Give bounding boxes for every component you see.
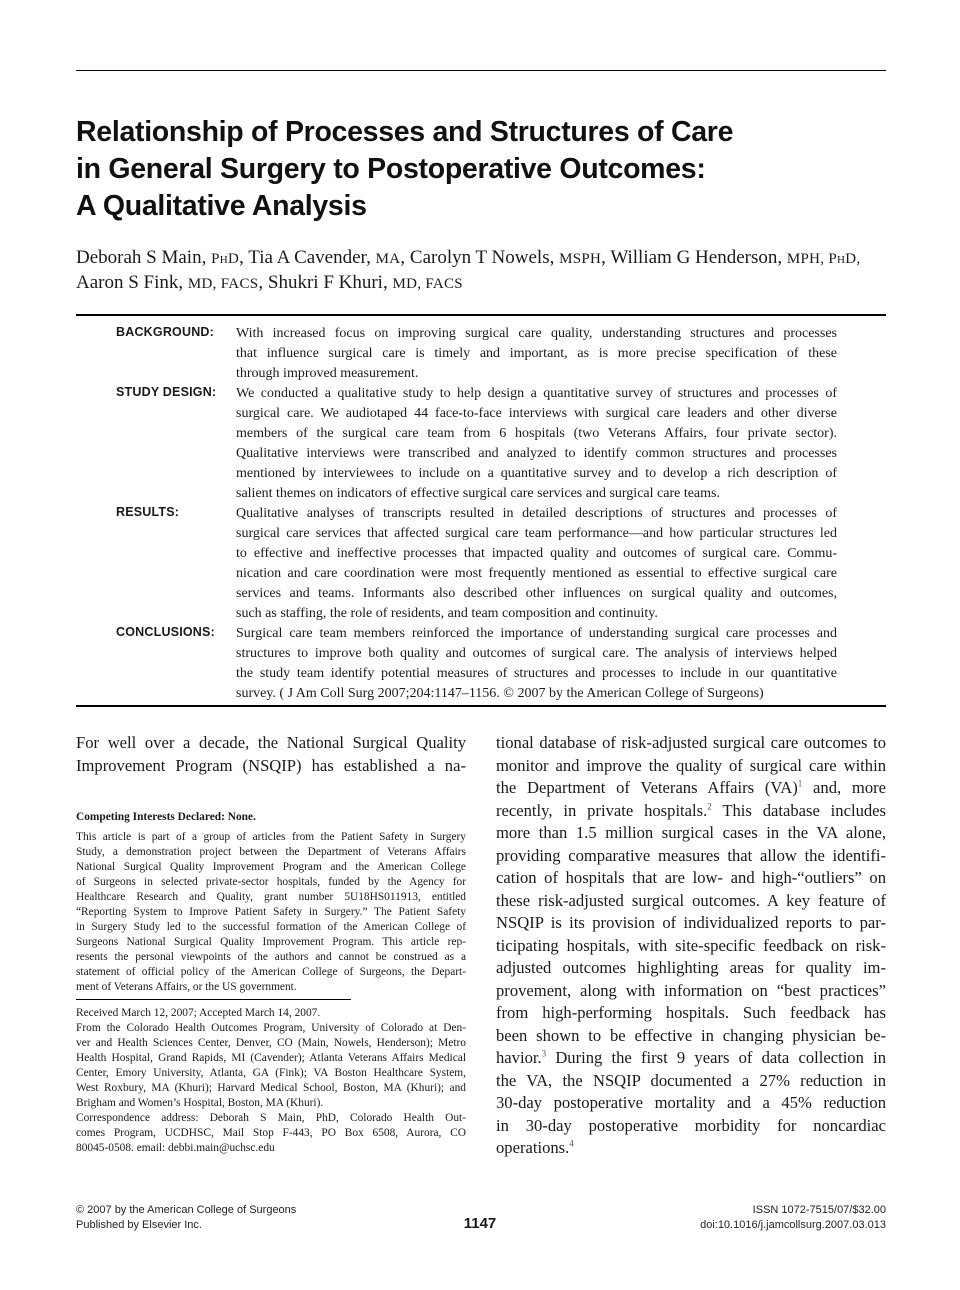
body-line: monitor and improve the quality of surgical care within — [496, 755, 886, 775]
doi-link[interactable]: doi:10.1016/j.jamcollsurg.2007.03.013 — [700, 1219, 886, 1231]
note-line: ver and Health Sciences Center, Denver, CO (Main, Nowels, Henderson); Metro — [76, 1037, 466, 1049]
body-line — [496, 777, 886, 800]
text-line: salient themes on indicators of effective surgical care services and surgical care teams. — [236, 486, 720, 501]
body-line: tional database of risk-adjusted surgical care outcomes to — [496, 733, 886, 752]
competing-interests-note — [76, 810, 466, 995]
body-line: provement, along with information on “best practices” — [496, 980, 886, 1000]
author-name: Aaron S Fink, — [76, 272, 184, 293]
body-line: Improvement Program (NSQIP) has established a na- — [76, 755, 466, 775]
title-line: Relationship of Processes and Structures of Care — [76, 116, 734, 148]
body-line — [496, 800, 886, 823]
footnote-rule — [76, 999, 351, 1000]
body-line: been shown to be effective in changing physician be- — [496, 1025, 886, 1045]
note-line: of Surgeons in selected private-sector hospitals, funded by the Agency for — [76, 876, 466, 888]
section-label: BACKGROUND: — [116, 325, 215, 339]
footer-copyright — [76, 1203, 296, 1233]
text-line: surgical care. We audiotaped 44 face-to-face interviews with surgical care leaders and other diverse — [236, 406, 837, 421]
body-left-column — [76, 732, 466, 777]
footer-line: © 2007 by the American College of Surgeons — [76, 1204, 297, 1216]
body-line: ticipating hospitals, with site-specific feedback on risk- — [496, 935, 886, 955]
text-line: members of the surgical care team from 6 hospitals (two Veterans Affairs, four private sector). — [236, 426, 837, 441]
text-line: We conducted a qualitative study to help design a quantitative survey of structures and processes of — [236, 386, 837, 401]
citation-ref[interactable]: 3 — [541, 1048, 547, 1059]
issn: ISSN 1072-7515/07/$32.00 — [752, 1204, 886, 1216]
text-line: Qualitative analyses of transcripts resulted in detailed descriptions of structures and processes of — [236, 506, 837, 521]
text-run: recently, in private hospitals. — [496, 800, 708, 820]
author-line: Aaron S Fink, MD, FACS, Shukri F Khuri, MD, FACS — [76, 272, 463, 293]
body-line: the VA, the NSQIP documented a 27% reduction in — [496, 1070, 886, 1090]
text-run: operations. — [496, 1138, 570, 1157]
citation-ref[interactable]: 1 — [797, 778, 803, 789]
note-line: ment of Veterans Affairs, or the US government. — [76, 981, 297, 993]
text-run: the Department of Veterans Affairs (VA) — [496, 778, 798, 797]
section-text — [236, 624, 837, 704]
author-list — [76, 246, 896, 296]
text-run: This database includes — [711, 800, 886, 820]
body-line: providing comparative measures that allow the identifi- — [496, 845, 886, 865]
author-degree: MA — [375, 251, 401, 267]
text-line: the study team identify potential measures of structures and processes to include in our quantitative — [236, 666, 837, 681]
text-line: With increased focus on improving surgical care quality, understanding structures and processes — [236, 326, 837, 341]
text-line: survey. ( J Am Coll Surg 2007;204:1147–1156. © 2007 by the American College of Surgeons) — [236, 686, 764, 701]
author-name: Shukri F Khuri, — [267, 272, 388, 293]
text-line: Surgical care team members reinforced the importance of understanding surgical care processes and — [236, 626, 837, 641]
author-name: William G Henderson, — [610, 247, 783, 268]
body-line: more than 1.5 million surgical cases in the VA alone, — [496, 823, 886, 842]
footer-line: Published by Elsevier Inc. — [76, 1219, 202, 1231]
text-line: that influence surgical care is timely and important, as is more precise specification of these — [236, 346, 837, 361]
note-line: Study, a demonstration project between the Department of Veterans Affairs — [76, 846, 466, 858]
note-line: Surgeons National Surgical Quality Improvement Program. This article rep- — [76, 936, 466, 948]
body-line: from high-performing hospitals. Such feedback has — [496, 1003, 886, 1022]
author-name: Deborah S Main, — [76, 247, 207, 268]
note-line: National Surgical Quality Improvement Program and the American College — [76, 861, 466, 873]
article-title — [76, 114, 866, 225]
note-line: Health Hospital, Grand Rapids, MI (Cavender); Atlanta Veterans Affairs Medical — [76, 1052, 466, 1064]
text-run: During the first 9 years of data collection in — [546, 1048, 886, 1067]
text-line: Qualitative interviews were transcribed and analyzed to identify common structures and processes — [236, 446, 837, 461]
text-line: surgical care services that affected surgical care team performance—and how particular structures led — [236, 526, 837, 541]
page-number: 1147 — [463, 1215, 497, 1232]
text-line: such as staffing, the role of residents, and team composition and continuity. — [236, 606, 658, 621]
note-line: Received March 12, 2007; Accepted March 14, 2007. — [76, 1007, 321, 1019]
footer-identifiers — [700, 1203, 886, 1233]
author-name: Tia A Cavender, — [248, 247, 371, 268]
note-line: statement of official policy of the American College of Surgeons, the Depart- — [76, 966, 466, 978]
top-rule — [76, 70, 886, 71]
note-line: This article is part of a group of articles from the Patient Safety in Surgery — [76, 831, 466, 843]
note-heading: Competing Interests Declared: None. — [76, 811, 256, 823]
body-line: NSQIP is its provision of individualized reports to par- — [496, 913, 886, 932]
article-info-note — [76, 1006, 466, 1156]
text-run: havior. — [496, 1048, 542, 1067]
note-line: comes Program, UCDHSC, Mail Stop F-443, PO Box 6508, Aurora, CO — [76, 1127, 466, 1139]
citation-ref[interactable]: 4 — [569, 1138, 574, 1149]
author-degree: MSPH — [559, 251, 602, 267]
text-line: through improved measurement. — [236, 366, 419, 381]
title-line: A Qualitative Analysis — [76, 190, 367, 222]
text-line: nication and care coordination were most frequently mentioned as essential to effective surgical care — [236, 566, 837, 581]
text-line: mentioned by interviewees to include on a quantitative survey and to develop a rich description of — [236, 466, 837, 481]
text-line: structures to improve both quality and outcomes of surgical care. The analysis of interviews helped — [236, 646, 837, 661]
body-line — [496, 1137, 886, 1160]
body-line: For well over a decade, the National Surgical Quality — [76, 733, 466, 752]
note-line: 80045-0508. email: debbi.main@uchsc.edu — [76, 1142, 275, 1154]
note-line: Correspondence address: Deborah S Main, PhD, Colorado Health Out- — [76, 1112, 466, 1124]
note-line: West Roxbury, MA (Khuri); Harvard Medical School, Boston, MA (Khuri); and — [76, 1082, 466, 1094]
citation-ref[interactable]: 2 — [707, 800, 712, 811]
body-line — [496, 1047, 886, 1070]
body-line: these risk-adjusted surgical outcomes. A key feature of — [496, 890, 886, 910]
body-line: adjusted outcomes highlighting areas for quality im- — [496, 958, 886, 977]
note-line: Center, Emory University, Atlanta, GA (Fink); VA Boston Healthcare System, — [76, 1067, 466, 1079]
structured-abstract — [76, 314, 886, 707]
section-text — [236, 384, 837, 504]
section-text — [236, 504, 837, 624]
author-degree: PhD — [211, 251, 240, 267]
note-line: From the Colorado Health Outcomes Program, University of Colorado at Den- — [76, 1022, 466, 1034]
author-name: Carolyn T Nowels, — [409, 247, 555, 268]
section-label: CONCLUSIONS: — [116, 625, 215, 639]
author-line: Deborah S Main, PhD, Tia A Cavender, MA, Carolyn T Nowels, MSPH, William G Henderson, MPH, PhD, — [76, 247, 861, 268]
note-line: Healthcare Research and Quality, grant number 5U18HS011913, entitled — [76, 891, 466, 903]
body-line: in 30-day postoperative morbidity for noncardiac — [496, 1115, 886, 1135]
body-right-column — [496, 732, 886, 1160]
text-run: and, more — [802, 778, 887, 797]
text-line: to effective and ineffective processes that impacted quality and outcomes of surgical care. Commu- — [236, 546, 837, 561]
author-degree: MPH, PhD, — [786, 251, 861, 267]
author-degree: MD, FACS — [187, 276, 259, 292]
section-label: RESULTS: — [116, 505, 180, 519]
note-line: resents the personal viewpoints of the authors and cannot be construed as a — [76, 951, 466, 963]
title-line: in General Surgery to Postoperative Outcomes: — [76, 153, 706, 185]
note-line: in Surgery Study led to the successful formation of the American College of — [76, 921, 466, 933]
text-line: services and teams. Informants also described other influences on surgical quality and outcomes, — [236, 586, 837, 601]
note-line: Brigham and Women’s Hospital, Boston, MA (Khuri). — [76, 1097, 324, 1109]
section-text — [236, 324, 837, 384]
body-line: 30-day postoperative mortality and a 45% reduction — [496, 1093, 886, 1112]
section-label: STUDY DESIGN: — [116, 385, 217, 399]
body-line: cation of hospitals that are low- and high-“outliers” on — [496, 868, 886, 887]
author-degree: MD, FACS — [392, 276, 463, 292]
note-line: “Reporting System to Improve Patient Safety in Surgery.” The Patient Safety — [76, 906, 466, 918]
